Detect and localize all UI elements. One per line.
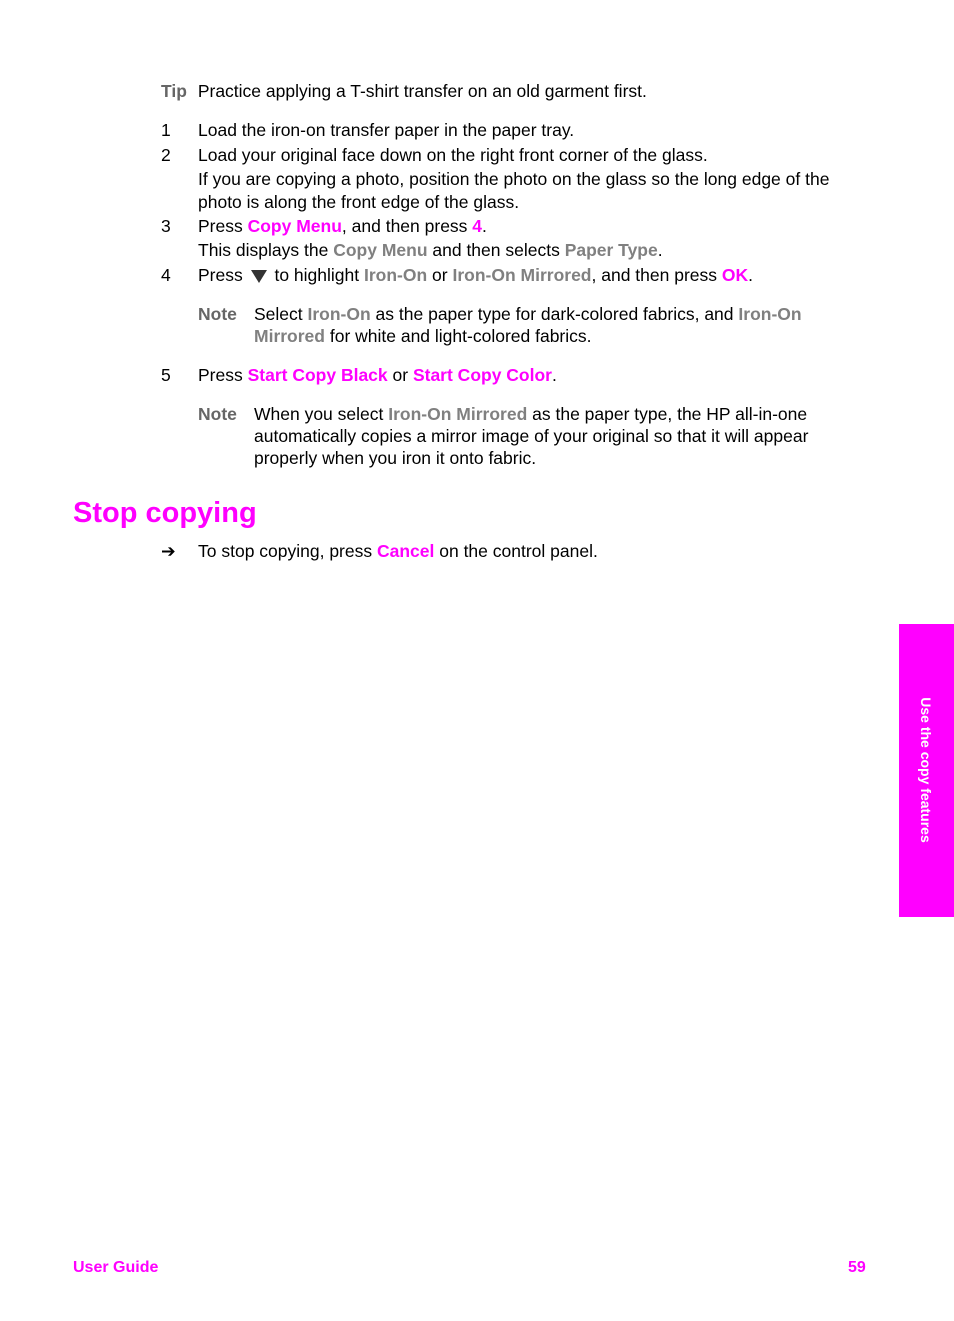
copy-menu-key: Copy Menu [247,216,342,236]
step-number: 1 [161,120,171,140]
iron-on-mirrored-option: Iron-On Mirrored [388,404,528,424]
key-4: 4 [472,216,483,236]
note-text-line-2: Mirrored for white and light-colored fabrics. [254,326,592,346]
note-label: Note [198,304,237,324]
step-text: Press Start Copy Black or Start Copy Color. [198,365,557,385]
note-text-line-2: automatically copies a mirror image of your original so that it will appear [254,426,809,446]
iron-on-option: Iron-On [363,265,428,285]
step-number: 3 [161,216,171,236]
step-text: Load the iron-on transfer paper in the paper tray. [198,120,575,140]
section-heading: Stop copying [73,497,257,529]
start-copy-black-key: Start Copy Black [247,365,388,385]
step-number: 5 [161,365,171,385]
step-text: Load your original face down on the right front corner of the glass. [198,145,708,165]
tip [161,80,647,102]
note-text-line-3: properly when you iron it onto fabric. [254,448,537,468]
step-2-detail-2: photo is along the front edge of the glass. [198,192,520,212]
iron-on-mirrored-option: Iron-On Mirrored [452,265,592,285]
mirrored-option: Mirrored [254,326,325,346]
start-copy-color-key: Start Copy Color [412,365,552,385]
down-arrow-icon [251,270,267,283]
step-number: 4 [161,265,171,285]
iron-on-option: Iron-On [738,304,802,324]
step-3-detail: This displays the Copy Menu and then selects Paper Type. [198,240,663,260]
side-tab-label: Use the copy features [918,697,934,843]
tip-text: Practice applying a T-shirt transfer on an old garment first. [197,81,647,101]
note-label: Note [198,404,237,424]
side-tab [899,624,954,917]
step-2-detail-1: If you are copying a photo, position the photo on the glass so the long edge of the [198,169,830,189]
cancel-key: Cancel [376,541,435,561]
page-number: 59 [848,1259,866,1276]
instruction-text: To stop copying, press Cancel on the control panel. [198,541,598,561]
ok-key: OK [721,265,749,285]
step-text: Press Copy Menu, and then press 4. [198,216,487,236]
note-text-line-1: When you select Iron-On Mirrored as the paper type, the HP all-in-one [254,404,808,424]
step-number: 2 [161,145,171,165]
note-text-line-1: Select Iron-On as the paper type for dark-colored fabrics, and Iron-On [254,304,802,324]
copy-menu-option: Copy Menu [333,240,428,260]
step-text: Press to highlight Iron-On or Iron-On Mirrored, and then press OK. [198,265,753,285]
tip-label: Tip [161,81,187,101]
arrow-bullet-icon: ➔ [161,541,176,561]
footer-title: User Guide [73,1259,159,1276]
paper-type-option: Paper Type [564,240,658,260]
iron-on-option: Iron-On [307,304,371,324]
